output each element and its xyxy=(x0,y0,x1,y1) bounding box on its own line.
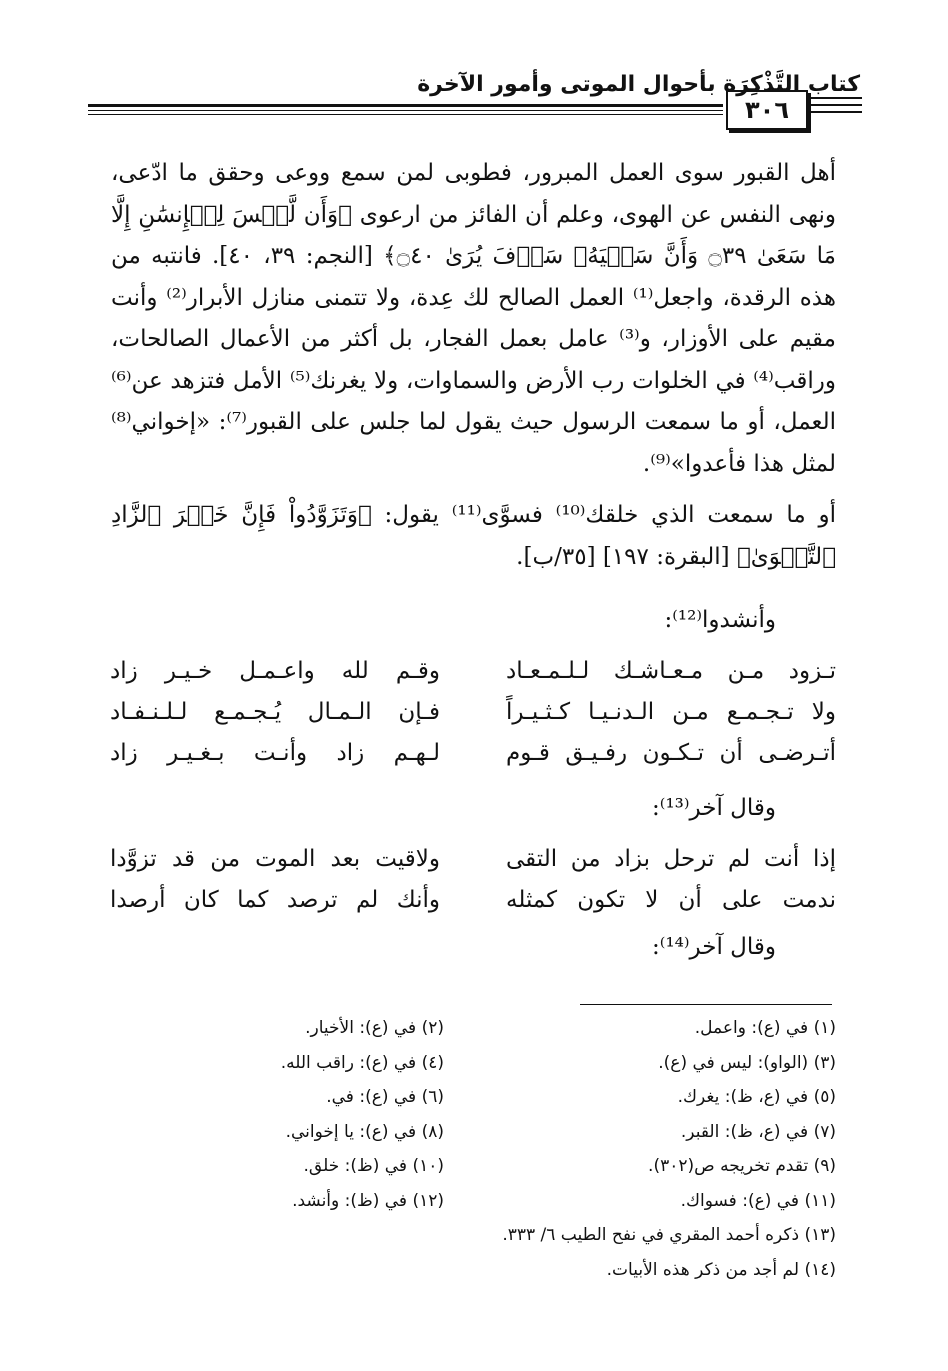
verse-first-hemistich: ولا تـجـمـع مـن الـدنـيـا كـثـيـراً xyxy=(506,699,836,725)
poem-intro: وقال آخر⁽¹³⁾: xyxy=(652,795,776,821)
verse-line xyxy=(110,887,836,928)
paragraph: أو ما سمعت الذي خلقك⁽¹⁰⁾ فسوَّى⁽¹¹⁾ يقول: ﴿وَتَزَوَّدُواْ فَإِنَّ خَيۡرَ ٱلزَّادِ ٱلتَّقۡوَىٰ﴾ [البقرة: ١٩٧] [٣٥/ب]. xyxy=(111,502,836,570)
verse-second-hemistich: فـإن الـمـال يُـجـمـع لـلـنـفـاد xyxy=(110,699,440,725)
footnote: (١٢) في (ظ): وأنشد. xyxy=(292,1190,444,1211)
footnote-row xyxy=(111,1156,836,1191)
running-header-title: كتاب التَّذْكِرَة بأحوال الموتى وأمور الآخرة xyxy=(417,72,860,97)
verse-first-hemistich: تـزود مـن مـعـاشـك لـلـمـعـاد xyxy=(506,658,836,684)
footnote: (٣) (الواو): ليس في (ع). xyxy=(658,1052,836,1073)
footnote: (٢) في (ع): الأخيار. xyxy=(305,1018,444,1038)
verse-line xyxy=(110,740,836,781)
footnotes xyxy=(111,1018,836,1294)
footnote: (٦) في (ع): في. xyxy=(326,1087,444,1107)
footnote: (٧) في (ع، ظ): القبر. xyxy=(680,1121,836,1142)
verse-first-hemistich: إذا أنت لم ترحل بزاد من التقى xyxy=(506,846,836,872)
footnote-row xyxy=(111,1053,836,1088)
footnote-row xyxy=(111,1191,836,1226)
poem xyxy=(110,658,836,781)
header-ornament-rule xyxy=(810,111,862,113)
footnote: (١) في (ع): واعمل. xyxy=(694,1018,836,1038)
header-rule xyxy=(88,104,723,107)
verse-line xyxy=(110,846,836,887)
footnote: (١٠) في (ظ): خلق. xyxy=(303,1156,444,1176)
footnote-separator xyxy=(580,1004,832,1005)
paragraph: أهل القبور سوى العمل المبرور، فطوبى لمن سمع ووعى وحقق ما ادّعى، ونهى النفس عن الهوى، وعلم أن الفائز من ارعوى ﴿وَأَن لَّيۡسَ لِلۡإِنسَٰنِ إِلَّا مَا سَعَىٰ ۝٣٩ وَأَنَّ سَعۡيَهُۥ سَوۡفَ يُرَىٰ ۝٤٠﴾ [النجم: ٣٩، ٤٠]. فانتبه من هذه الرقدة، واجعل⁽¹⁾ العمل الصالح لك عِدة، ولا تتمنى منازل الأبرار⁽²⁾ وأنت مقيم على الأوزار، و⁽³⁾ عامل بعمل الفجار، بل أكثر من الأعمال الصالحات، وراقب⁽⁴⁾ في الخلوات رب الأرض والسماوات، ولا يغرنك⁽⁵⁾ الأمل فتزهد عن⁽⁶⁾ العمل، أو ما سمعت الرسول حيث يقول لما جلس على القبور⁽⁷⁾: «إخواني⁽⁸⁾ لمثل هذا فأعدوا»⁽⁹⁾. xyxy=(111,160,836,477)
verse-first-hemistich: أتـرضـى أن تـكـون رفـيـق قـوم xyxy=(506,740,836,766)
footnote-row xyxy=(111,1018,836,1053)
verse-second-hemistich: وأنك لم ترصد كما كان أرصدا xyxy=(110,887,440,913)
footnote-row xyxy=(111,1087,836,1122)
poem-intro: وقال آخر⁽¹⁴⁾: xyxy=(652,934,776,960)
poem xyxy=(110,846,836,928)
verse-line xyxy=(110,658,836,699)
header-rule xyxy=(88,110,723,111)
header-ornament-rule xyxy=(810,104,862,106)
footnote: (٩) تقدم تخريجه ص(٣٠٢). xyxy=(648,1156,836,1176)
verse-second-hemistich: وقـم لله واعـمـل خـيـر زاد xyxy=(110,658,440,684)
footnote: (١٤) لم أجد من ذكر هذه الأبيات. xyxy=(606,1259,836,1280)
verse-second-hemistich: لـهـم زاد وأنـت بـغـيـر زاد xyxy=(110,740,440,766)
poem-intro: وأنشدوا⁽¹²⁾: xyxy=(664,607,776,633)
page-number: ٣٠٦ xyxy=(726,90,808,130)
footnote-row xyxy=(111,1122,836,1157)
footnote: (٨) في (ع): يا إخواني. xyxy=(285,1121,444,1142)
verse-second-hemistich: ولاقيت بعد الموت من قد تزوَّدا xyxy=(110,846,440,872)
header-ornament-rule xyxy=(810,97,862,99)
verse-line xyxy=(110,699,836,740)
footnote: (١٣) ذكره أحمد المقري في نفح الطيب ٦/ ٣٣٣. xyxy=(502,1225,836,1245)
footnote: (١١) في (ع): فسواك. xyxy=(680,1190,836,1211)
main-text xyxy=(111,153,836,578)
header-rule xyxy=(88,114,723,115)
footnote: (٥) في (ع، ظ): يغرك. xyxy=(677,1087,836,1107)
footnote: (٤) في (ع): راقب الله. xyxy=(280,1052,444,1073)
verse-first-hemistich: ندمت على أن لا تكون كمثله xyxy=(506,887,836,913)
